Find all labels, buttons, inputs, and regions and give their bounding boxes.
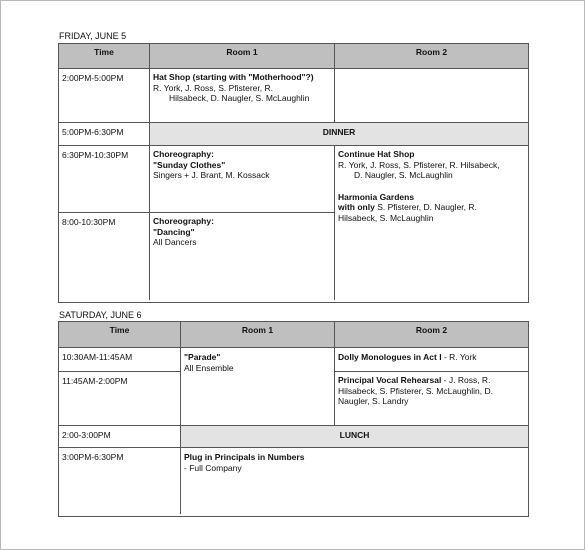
saturday-room1-morning-block [181, 348, 335, 426]
friday-room2-harmonia-title: Harmonia Gardens [338, 191, 415, 202]
saturday-slot1-room2-text: Dolly Monologues in Act I - R. York [338, 352, 477, 362]
saturday-room2-header-label: Room 2 [415, 325, 448, 335]
saturday-room1-header [181, 322, 335, 348]
saturday-heading: SATURDAY, JUNE 6 [59, 310, 142, 320]
friday-room2-continue-hatshop-title: Continue Hat Shop [338, 149, 415, 159]
saturday-time-header-label: Time [109, 325, 130, 335]
friday-slot1-room1 [150, 69, 335, 123]
saturday-slot4-room [181, 448, 528, 514]
friday-slot3-time-text: 6:30PM-10:30PM [62, 150, 129, 160]
friday-room2-header [335, 44, 528, 69]
saturday-lunch-row [181, 426, 528, 448]
saturday-room2-header [335, 322, 528, 348]
saturday-slot1-time-text: 10:30AM-11:45AM [62, 352, 133, 362]
saturday-slot4-time [59, 448, 181, 514]
friday-room2-header-label: Room 2 [415, 47, 448, 57]
friday-time-header-label: Time [94, 47, 114, 57]
friday-room2-evening-block [335, 146, 528, 300]
saturday-slot3-time-text: 2:00-3:00PM [62, 430, 111, 440]
friday-room1-header-label: Room 1 [226, 47, 258, 57]
saturday-slot2-room2-line2: Hilsabeck, S. Pfisterer, S. McLaughlin, D. [338, 385, 493, 396]
saturday-slot4-time-text: 3:00PM-6:30PM [62, 452, 124, 462]
friday-schedule-table [58, 43, 529, 303]
friday-slot2-time-text: 5:00PM-6:30PM [62, 127, 124, 137]
friday-slot1-time [59, 69, 150, 123]
friday-slot3-time [59, 146, 150, 213]
saturday-slot2-room2-line1: Principal Vocal Rehearsal - J. Ross, R. [338, 375, 491, 385]
friday-slot3-room1-people: Singers + J. Brant, M. Kossack [153, 170, 270, 180]
friday-dinner-row [150, 123, 528, 146]
friday-slot2-time [59, 123, 150, 146]
saturday-slot2-time-text: 11:45AM-2:00PM [62, 376, 128, 386]
friday-slot1-room2 [335, 69, 528, 123]
friday-heading: FRIDAY, JUNE 5 [59, 31, 127, 41]
friday-room2-continue-hatshop-people-1: R. York, J. Ross, S. Pfisterer, R. Hilsabeck, [338, 159, 500, 170]
saturday-time-header [59, 322, 181, 348]
friday-slot4-time-text: 8:00-10:30PM [62, 217, 116, 227]
friday-slot4-room1-people: All Dancers [153, 237, 197, 247]
saturday-slot2-room2 [335, 372, 528, 426]
friday-slot1-room1-people-1: R. York, J. Ross, S. Pfisterer, R. [153, 82, 273, 93]
friday-room1-header [150, 44, 335, 69]
friday-slot4-room1 [150, 213, 335, 300]
friday-slot1-room1-title: Hat Shop (starting with "Motherhood"?) [153, 72, 314, 82]
friday-slot3-room1 [150, 146, 335, 213]
saturday-room1-header-label: Room 1 [241, 325, 274, 335]
saturday-schedule-table [58, 321, 529, 517]
saturday-lunch-label: LUNCH [339, 430, 370, 440]
saturday-slot4-people: - Full Company [184, 462, 242, 473]
friday-room2-continue-hatshop-people-2: D. Naugler, S. McLaughlin [354, 170, 453, 180]
friday-slot4-time [59, 213, 150, 300]
friday-dinner-label: DINNER [322, 127, 356, 137]
saturday-room1-parade-title: "Parade" [184, 352, 221, 362]
saturday-slot2-room2-line3: Naugler, S. Landry [338, 396, 409, 406]
friday-slot4-room1-song: "Dancing" [153, 226, 195, 237]
friday-slot3-room1-title: Choreography: [153, 149, 214, 159]
saturday-room1-parade-people: All Ensemble [184, 362, 234, 373]
saturday-slot1-room2 [335, 348, 528, 372]
friday-room2-harmonia-people-2: Hilsabeck, S. McLaughlin [338, 212, 434, 223]
friday-room2-harmonia-people-1: with only S. Pfisterer, D. Naugler, R. [338, 202, 477, 212]
friday-slot1-room1-people-2: Hilsabeck, D. Naugler, S. McLaughlin [169, 93, 310, 103]
friday-slot4-room1-title: Choreography: [153, 216, 214, 226]
saturday-slot2-time [59, 372, 181, 426]
saturday-slot1-time [59, 348, 181, 372]
friday-slot3-room1-song: "Sunday Clothes" [153, 159, 226, 170]
saturday-slot4-title: Plug in Principals in Numbers [184, 452, 305, 462]
friday-slot1-time-text: 2:00PM-5:00PM [62, 73, 124, 83]
friday-time-header [59, 44, 150, 69]
saturday-slot3-time [59, 426, 181, 448]
